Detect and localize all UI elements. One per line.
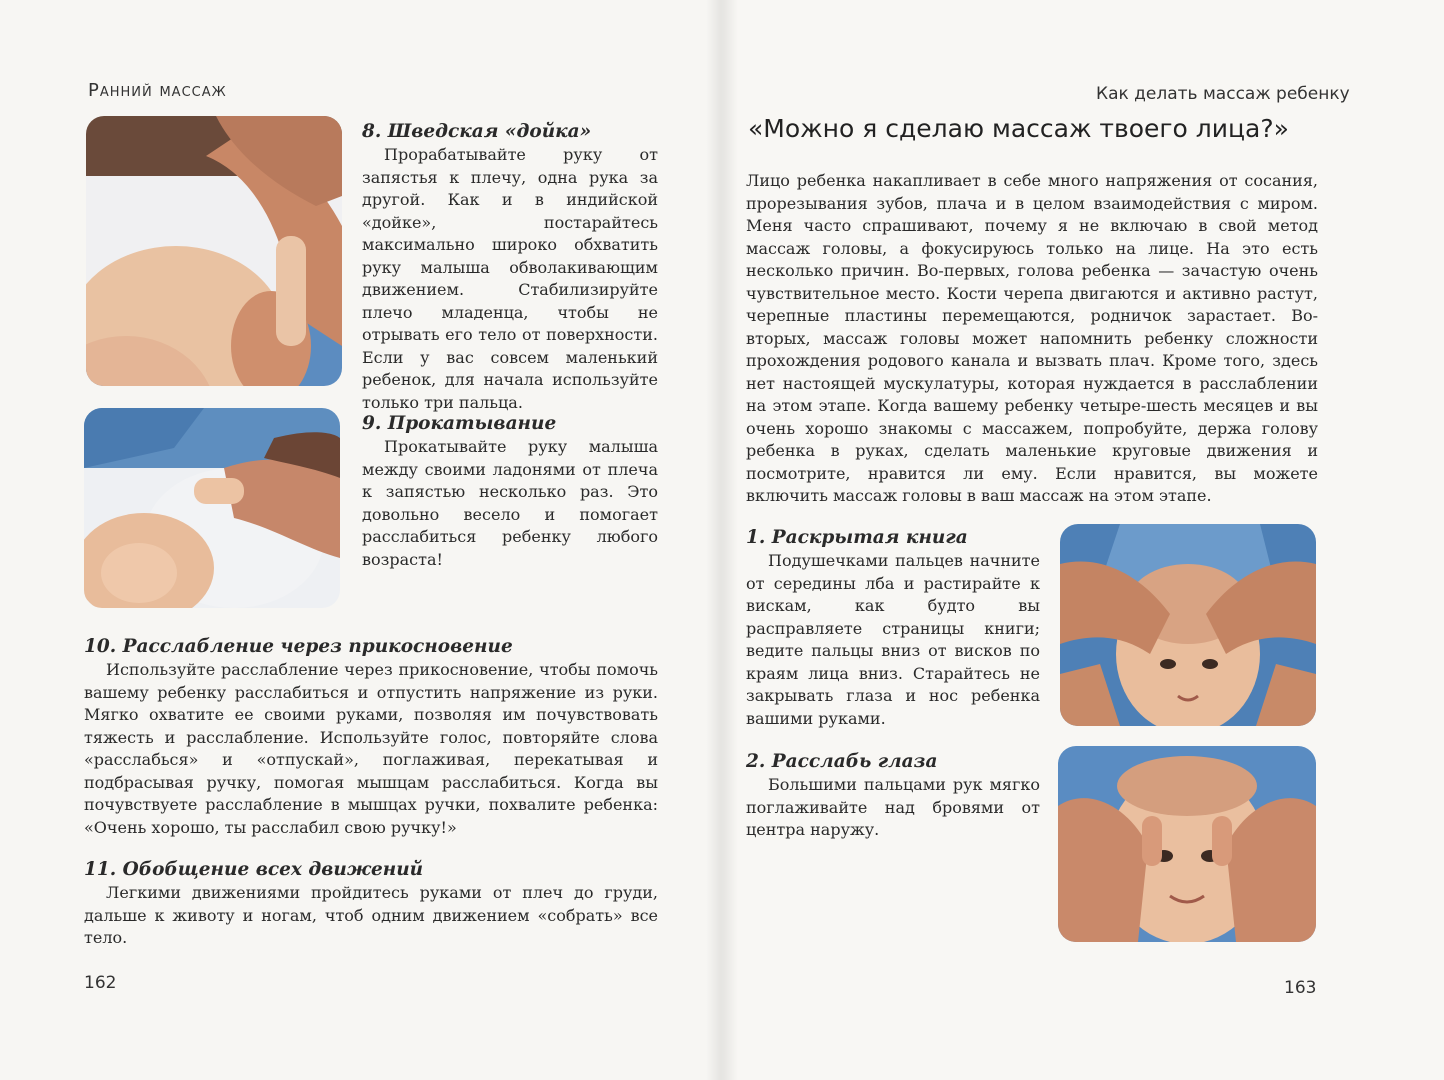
section-heading: 8. Шведская «дойка» bbox=[362, 121, 592, 142]
section-relax-eyes bbox=[746, 750, 1040, 842]
photo-relax-eyes bbox=[1058, 746, 1316, 942]
section-heading: 10. Расслабление через прикосновение bbox=[84, 636, 513, 657]
section-open-book bbox=[746, 526, 1040, 730]
intro-paragraph bbox=[746, 170, 1318, 508]
book-gutter bbox=[706, 0, 738, 1080]
photo-rolling bbox=[84, 408, 340, 608]
page-number-left: 162 bbox=[84, 973, 117, 993]
section-text: Используйте расслабление через прикосновение, чтобы помочь вашему ребенку расслабиться и отпустить напряжение из руки. Мягко охватите ее своими руками, позволяя им почувствовать тяжесть и расслабление. Используйте голос, повторяйте слова «расслабься» и «отпускай», поглаживая, перекатывая и подбрасывая ручку, помогая мышцам расслабиться. Когда вы почувствуете расслабление в мышцах ручки, похвалите ребенка: «Очень хорошо, ты расслабил свою ручку!» bbox=[84, 660, 658, 837]
section-text: Прокатывайте руку малыша между своими ладонями от плеча к запястью несколько раз. Это довольно весело и помогает расслабиться ребенку любого возраста! bbox=[362, 437, 658, 569]
section-heading: 11. Обобщение всех движений bbox=[84, 859, 424, 880]
chapter-title: «Можно я сделаю массаж твоего лица?» bbox=[748, 114, 1289, 143]
section-rolling bbox=[362, 412, 658, 571]
section-heading: 9. Прокатывание bbox=[362, 413, 557, 434]
section-heading: 2. Расслабь глаза bbox=[746, 751, 938, 772]
running-head-right: Как делать массаж ребенку bbox=[1096, 84, 1350, 104]
intro-text: Лицо ребенка накапливает в себе много напряжения от сосания, прорезывания зубов, плача и в целом взаимодействия с миром. Меня часто спрашивают, почему я не включаю в свой метод массаж головы, а фокусируюсь только на лице. На это есть несколько причин. Во-первых, голова ребенка — зачастую очень чувствительное место. Кости черепа двигаются и активно растут, черепные пластины перемещаются, родничок зарастает. Во-вторых, массаж головы может напомнить ребенку сложности прохождения родового канала и вызвать плач. Кроме того, здесь нет настоящей мускулатуры, которая нуждается в расслаблении на этом этапе. Когда вашему ребенку четыре-шесть месяцев и вы очень хорошо знакомы с массажем, попробуйте, держа голову ребенка в руках, сделать маленькие круговые движения и посмотрите, нравится ли ему. Если нравится, вы можете включить массаж головы в ваш массаж на этом этапе. bbox=[746, 171, 1318, 505]
photo-swedish-milking bbox=[86, 116, 342, 386]
section-summary bbox=[84, 858, 658, 950]
section-heading: 1. Раскрытая книга bbox=[746, 527, 968, 548]
section-relaxation-touch bbox=[84, 635, 658, 839]
section-text: Большими пальцами рук мягко поглаживайте над бровями от центра наружу. bbox=[746, 775, 1040, 839]
running-head-left: Ранний массаж bbox=[88, 80, 227, 101]
section-text: Подушечками пальцев начните от середины лба и растирайте к вискам, как будто вы расправляете страницы книги; ведите пальцы вниз от висков по краям лица вниз. Старайтесь не закрывать глаза и нос ребенка вашими руками. bbox=[746, 551, 1040, 728]
photo-open-book bbox=[1060, 524, 1316, 726]
page-number-right: 163 bbox=[1284, 978, 1317, 998]
section-text: Легкими движениями пройдитесь руками от плеч до груди, дальше к животу и ногам, чтоб одним движением «собрать» все тело. bbox=[84, 883, 658, 947]
section-text: Прорабатывайте руку от запястья к плечу, одна рука за другой. Как и в индийской «дойке», постарайтесь максимально широко обхватить руку малыша обволакивающим движением. Стабилизируйте плечо младенца, чтобы не отрывать его тело от поверхности. Если у вас совсем маленький ребенок, для начала используйте только три пальца. bbox=[362, 145, 658, 412]
section-swedish-milking bbox=[362, 120, 658, 414]
